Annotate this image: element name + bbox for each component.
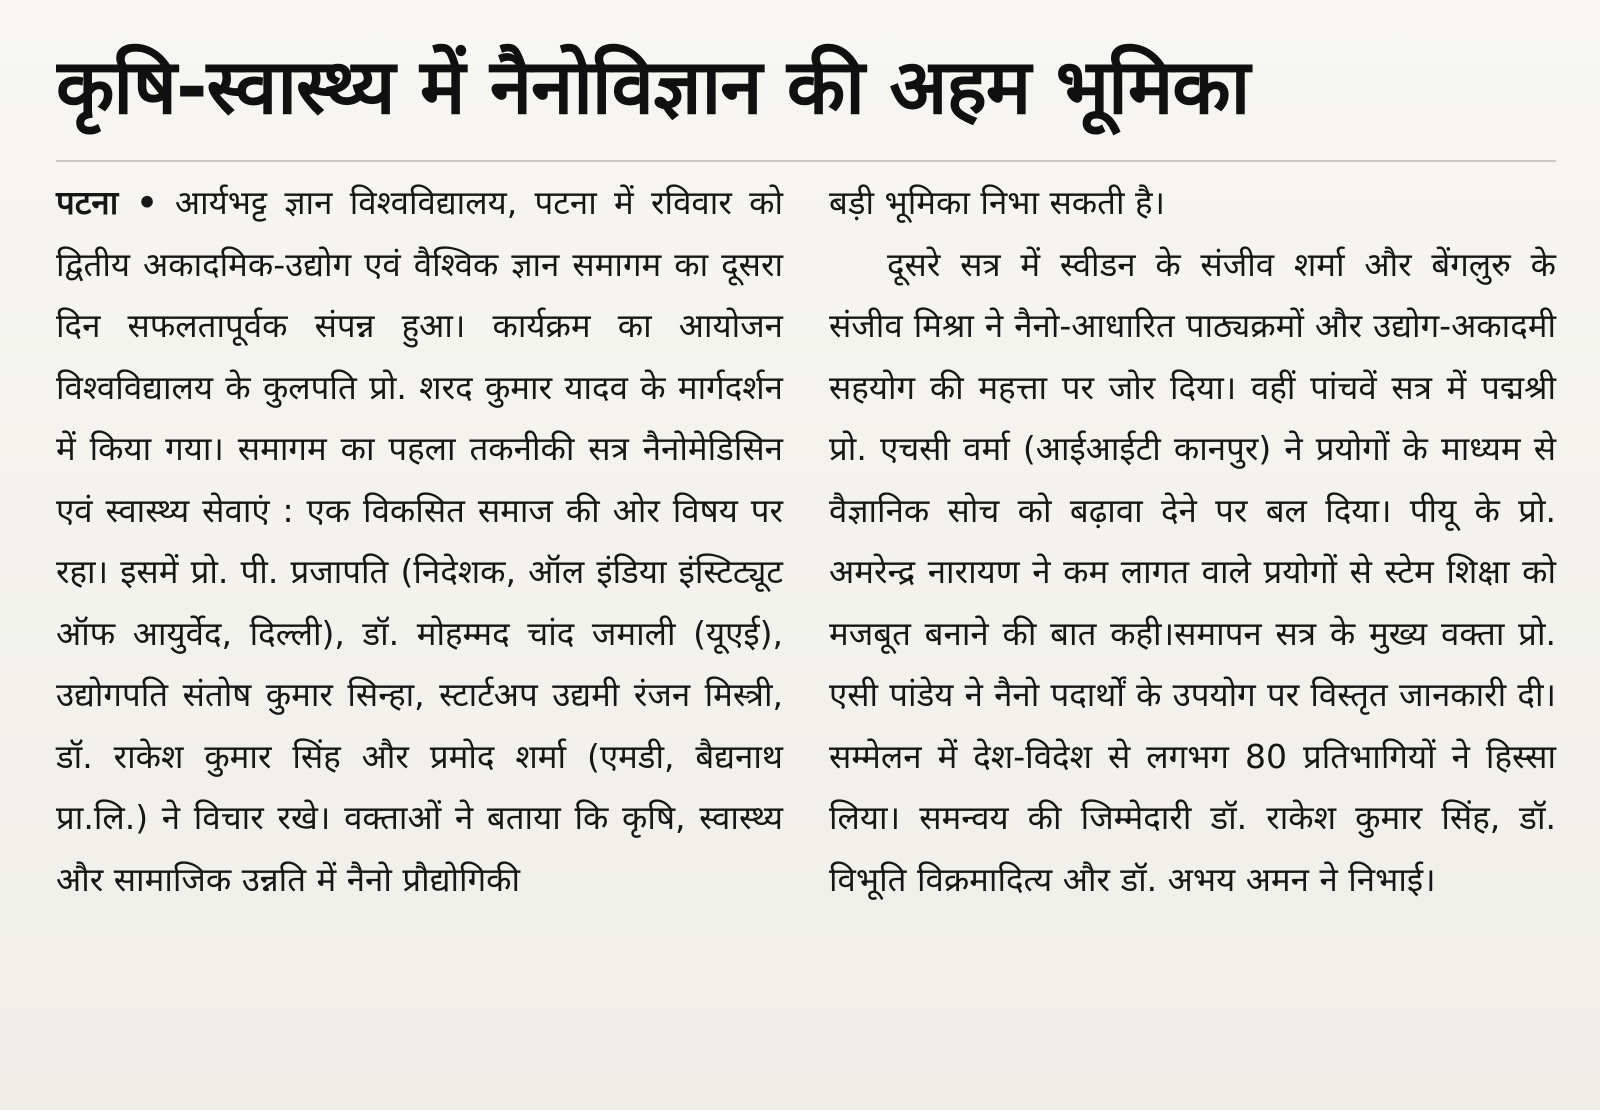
paragraph-2: दूसरे सत्र में स्वीडन के संजीव शर्मा और बेंगलुरु के संजीव मिश्रा ने नैनो-आधारित पाठ्यक्रमों और उद्योग-अकादमी सहयोग की महत्ता पर जोर दिया। वहीं पांचवें सत्र में पद्मश्री प्रो. एचसी वर्मा (आईआईटी कानपुर) ने प्रयोगों के माध्यम से वैज्ञानिक सोच को बढ़ावा देने पर बल दिया। पीयू के प्रो. अमरेन्द्र नारायण ने कम लागत वाले प्रयोगों से स्टेम शिक्षा को मजबूत बनाने की बात कही।समापन सत्र के मुख्य वक्ता प्रो. एसी पांडेय ने नैनो पदार्थों के उपयोग पर विस्तृत जानकारी दी। सम्मेलन में देश-विदेश से लगभग 80 प्रतिभागियों ने हिस्सा लिया। समन्वय की जिम्मेदारी डॉ. राकेश कुमार सिंह, डॉ. विभूति विक्रमादित्य और डॉ. अभय अमन ने निभाई।	[829, 244, 1556, 899]
headline: कृषि-स्वास्थ्य में नैनोविज्ञान की अहम भूमिका	[56, 42, 1250, 131]
headline-divider	[56, 160, 1556, 162]
paragraph-1	[56, 172, 783, 910]
column-right	[829, 172, 1556, 910]
dateline: पटना •	[56, 183, 158, 222]
article-body	[56, 172, 1556, 910]
paragraph-continuation: बड़ी भूमिका निभा सकती है।	[829, 183, 1166, 222]
column-left	[56, 172, 783, 910]
paragraph-1-text: आर्यभट्ट ज्ञान विश्वविद्यालय, पटना में रविवार को द्वितीय अकादमिक-उद्योग एवं वैश्विक ज्ञान समागम का दूसरा दिन सफलतापूर्वक संपन्न हुआ। कार्यक्रम का आयोजन विश्वविद्यालय के कुलपति प्रो. शरद कुमार यादव के मार्गदर्शन में किया गया। समागम का पहला तकनीकी सत्र नैनोमेडिसिन एवं स्वास्थ्य सेवाएं : एक विकसित समाज की ओर विषय पर रहा। इसमें प्रो. पी. प्रजापति (निदेशक, ऑल इंडिया इंस्टिट्यूट ऑफ आयुर्वेद, दिल्ली), डॉ. मोहम्मद चांद जमाली (यूएई), उद्योगपति संतोष कुमार सिन्हा, स्टार्टअप उद्यमी रंजन मिस्त्री, डॉ. राकेश कुमार सिंह और प्रमोद शर्मा (एमडी, बैद्यनाथ प्रा.लि.) ने विचार रखे। वक्ताओं ने बताया कि कृषि, स्वास्थ्य और सामाजिक उन्नति में नैनो प्रौद्योगिकी	[56, 183, 783, 899]
